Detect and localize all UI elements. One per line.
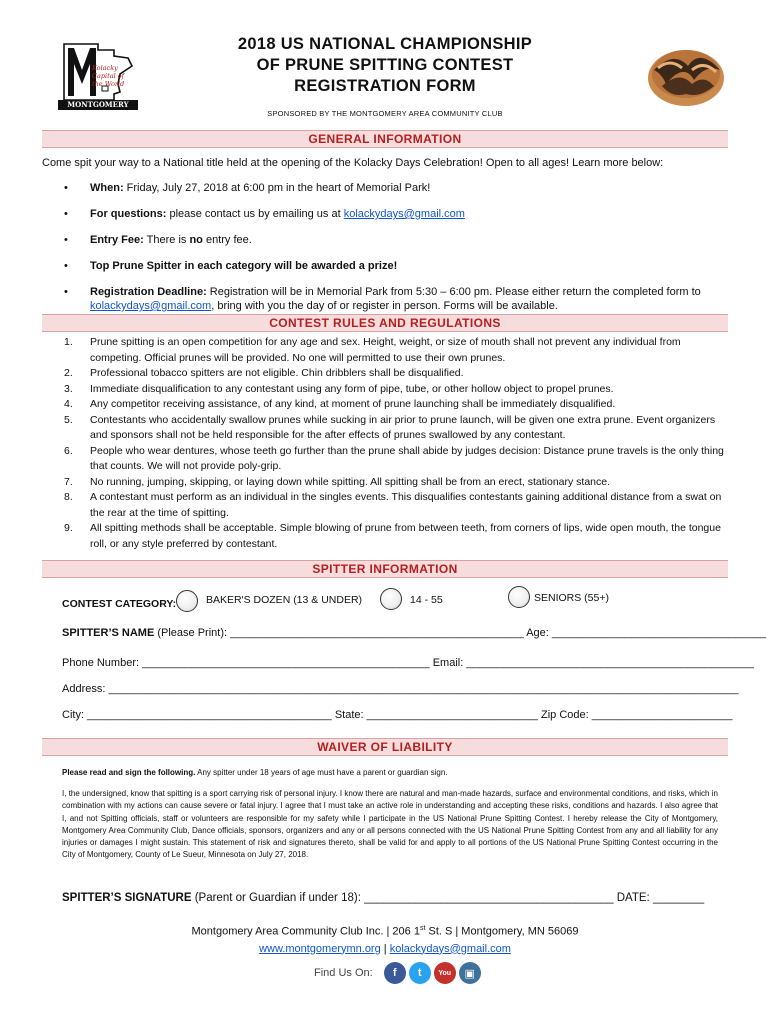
city-state-zip-row: [62, 709, 732, 721]
form-title-line-1: 2018 US NATIONAL CHAMPIONSHIP: [237, 35, 533, 53]
form-title-line-2: OF PRUNE SPITTING CONTEST: [256, 56, 514, 74]
deadline-label: Registration Deadline:: [90, 286, 207, 298]
waiver-intro-bold: Please read and sign the following.: [62, 768, 196, 777]
category-option-14-55: 14 - 55: [410, 594, 443, 606]
address-row: [62, 683, 739, 695]
footer-links: [0, 941, 770, 958]
deadline-email-link[interactable]: kolackydays@gmail.com: [90, 300, 212, 312]
form-title-line-3: REGISTRATION FORM: [294, 77, 476, 95]
city-field[interactable]: ________________________________________: [84, 709, 335, 721]
list-item: [64, 335, 728, 366]
find-us-label: Find Us On:: [314, 967, 373, 979]
email-link[interactable]: kolackydays@gmail.com: [343, 208, 465, 220]
contest-category-row: [62, 588, 728, 618]
age-label: Age:: [526, 627, 549, 639]
list-item: [64, 444, 728, 475]
state-label: State:: [334, 709, 364, 721]
list-item: [64, 207, 728, 221]
questions-label: For questions:: [90, 208, 167, 220]
montgomery-logo: [58, 40, 138, 112]
rule-number: 7.: [64, 475, 73, 488]
find-us-row: [314, 958, 481, 988]
waiver-text: I, the undersigned, know that spitting is a sport carrying risk of personal injury. I know there are natural and man-made hazards, surface and environmental conditions, and risks, which in combination with my actions can cause severe or fatal injury. I agree that I must take an active role in understanding and accepting these risks, conditions and hazards. I also agree that I, and not Spitting officials, staff or volunteers are responsible for my safety while I participate in the US National Prune Spitting Contest. I hereby release the City of Montgomery, Montgomery Area Community Club, Dance officials, sponsors, organizers and any or all persons connected with the US National Prune Spitting Contest from any and all liability for any injuries or damages I might sustain. This statement of risk and signatures thereto, shall be valid for and apply to all portions of the US National Prune Spitting Contest occurring in the City of Montgomery, County of Le Sueur, Minnesota on July 27, 2018.: [62, 789, 718, 860]
signature-label: SPITTER’S SIGNATURE: [62, 892, 192, 904]
rule-number: 5.: [64, 413, 73, 426]
signature-row: [62, 892, 704, 904]
rule-number: 3.: [64, 382, 73, 395]
phone-label: Phone Number:: [62, 657, 140, 669]
rule-number: 1.: [64, 336, 73, 348]
section-spitter-information: [42, 560, 728, 578]
footer: [0, 920, 770, 958]
address-sup: st: [419, 925, 426, 932]
list-item: [64, 475, 728, 491]
fee-text-end: entry fee.: [202, 234, 252, 246]
rule-number: 9.: [64, 522, 73, 534]
fee-label: Entry Fee:: [90, 234, 144, 246]
name-label: SPITTER’S NAME: [62, 627, 155, 639]
section-heading: CONTEST RULES AND REGULATIONS: [269, 316, 501, 330]
deadline-text: Registration will be in Memorial Park from 5:30 – 6:00 pm. Please either return the completed form to: [206, 286, 701, 298]
rules-list: [64, 335, 728, 552]
waiver-intro-text: Any spitter under 18 years of age must have a parent or guardian sign.: [195, 768, 448, 777]
waiver-intro: [62, 768, 448, 777]
name-field[interactable]: ________________________________________________: [227, 627, 527, 639]
rule-text: Professional tobacco spitters are not eligible. Chin dribblers shall be disqualified.: [90, 367, 464, 379]
when-label: When:: [90, 182, 124, 194]
rule-text: A contestant must perform as an individual in the singles events. This disqualifies contestants gaining additional distance from a swat on the rear at the time of spitting.: [90, 491, 722, 519]
logo-name: MONTGOMERY: [58, 100, 138, 110]
name-age-row: [62, 627, 766, 639]
footer-email-link[interactable]: kolackydays@gmail.com: [389, 942, 511, 955]
list-item: [64, 397, 728, 413]
address-field[interactable]: _______________________________________________________________________________________________________: [105, 683, 739, 695]
date-label: DATE:: [616, 892, 650, 904]
email-label: Email:: [432, 657, 464, 669]
list-item: [64, 233, 728, 247]
footer-address: [0, 920, 770, 941]
section-general-information: [42, 130, 728, 148]
city-label: City:: [62, 709, 84, 721]
instagram-icon[interactable]: ▣: [459, 962, 481, 984]
address-label: Address:: [62, 683, 106, 695]
when-text: Friday, July 27, 2018 at 6:00 pm in the heart of Memorial Park!: [123, 182, 431, 194]
rule-text: Contestants who accidentally swallow prunes while sucking in air prior to prune launch, will be given one extra prune. Event organizers and sponsors shall not be held responsible for the after effects of prunes swallowed by any contestant.: [90, 413, 716, 441]
link-separator: |: [380, 942, 390, 955]
section-heading: GENERAL INFORMATION: [308, 132, 462, 146]
rule-number: 6.: [64, 444, 73, 457]
section-waiver-of-liability: [42, 738, 728, 756]
signature-hint: (Parent or Guardian if under 18):: [191, 892, 365, 904]
phone-field[interactable]: _______________________________________________: [139, 657, 433, 669]
rule-number: 4.: [64, 398, 73, 410]
address-text: Montgomery Area Community Club Inc. | 206 1: [191, 925, 420, 938]
sponsor-line: SPONSORED BY THE MONTGOMERY AREA COMMUNITY CLUB: [267, 109, 503, 118]
rule-text: No running, jumping, skipping, or laying down while spitting. All spitting shall be from an erect, stationary stance.: [90, 475, 611, 488]
list-item: [64, 366, 728, 382]
state-field[interactable]: ____________________________: [363, 709, 541, 721]
fee-text: There is: [143, 234, 190, 246]
list-item: [64, 181, 728, 195]
list-item: [64, 285, 728, 313]
zip-label: Zip Code:: [541, 709, 589, 721]
category-radio-bakers-dozen[interactable]: [176, 590, 198, 612]
category-radio-seniors[interactable]: [508, 586, 530, 608]
section-heading: WAIVER OF LIABILITY: [317, 740, 453, 754]
intro-text: Come spit your way to a National title held at the opening of the Kolacky Days Celebration! Open to all ages! Learn more below:: [42, 157, 664, 169]
zip-field[interactable]: _______________________: [588, 709, 733, 721]
category-option-seniors: SENIORS (55+): [534, 592, 609, 604]
youtube-icon[interactable]: You: [434, 962, 456, 984]
date-field[interactable]: ________: [649, 892, 705, 904]
questions-text: please contact us by emailing us at: [166, 208, 344, 220]
list-item: [64, 521, 728, 552]
signature-field[interactable]: _______________________________________: [364, 892, 617, 904]
address-text-end: St. S | Montgomery, MN 56069: [425, 925, 579, 938]
rule-text: Any competitor receiving assistance, of any kind, at moment of prune launching shall be immediately disqualified.: [90, 398, 616, 410]
list-item: [64, 490, 728, 521]
form-title-block: [180, 34, 590, 118]
section-heading: SPITTER INFORMATION: [312, 562, 458, 576]
section-contest-rules: [42, 314, 728, 332]
category-radio-14-55[interactable]: [380, 588, 402, 610]
kolacky-pastry-image: [644, 40, 728, 110]
list-item: [64, 259, 728, 273]
phone-email-row: [62, 657, 754, 669]
fee-no: no: [189, 234, 203, 246]
general-info-list: [64, 181, 728, 325]
prize-text: Top Prune Spitter in each category will be awarded a prize!: [90, 260, 398, 272]
rule-text: All spitting methods shall be acceptable. Simple blowing of prune from between teeth, from corners of lips, wide open mouth, the tongue roll, or any style preferred by contestant.: [90, 522, 721, 550]
website-link[interactable]: www.montgomerymn.org: [259, 942, 381, 955]
list-item: [64, 382, 728, 398]
rule-text: People who wear dentures, whose teeth go further than the prune shall abide by judges decision: Distance prune travels is the only thing that counts. We will not provide poly-grip.: [90, 444, 724, 472]
email-field[interactable]: _______________________________________________: [463, 657, 754, 669]
name-hint: (Please Print):: [154, 627, 228, 639]
rule-number: 2.: [64, 367, 73, 379]
category-label: CONTEST CATEGORY:: [62, 598, 177, 610]
age-field[interactable]: ___________________________________: [548, 627, 767, 639]
rule-number: 8.: [64, 491, 73, 503]
rule-text: Prune spitting is an open competition for any age and sex. Height, weight, or size of mouth shall not prevent any individual from competing. Official prunes will be provided. No one will permitted to use their own prunes.: [90, 336, 681, 364]
deadline-text-end: , bring with you the day of or register in person. Forms will be available.: [211, 300, 558, 312]
list-item: [64, 413, 728, 444]
facebook-icon[interactable]: f: [384, 962, 406, 984]
twitter-icon[interactable]: t: [409, 962, 431, 984]
logo-tagline: Kolacky Capital of the World: [92, 64, 125, 88]
rule-text: Immediate disqualification to any contestant using any form of pipe, tube, or other hollow object to propel prunes.: [90, 382, 614, 395]
category-option-bakers-dozen: BAKER'S DOZEN (13 & UNDER): [206, 594, 363, 606]
